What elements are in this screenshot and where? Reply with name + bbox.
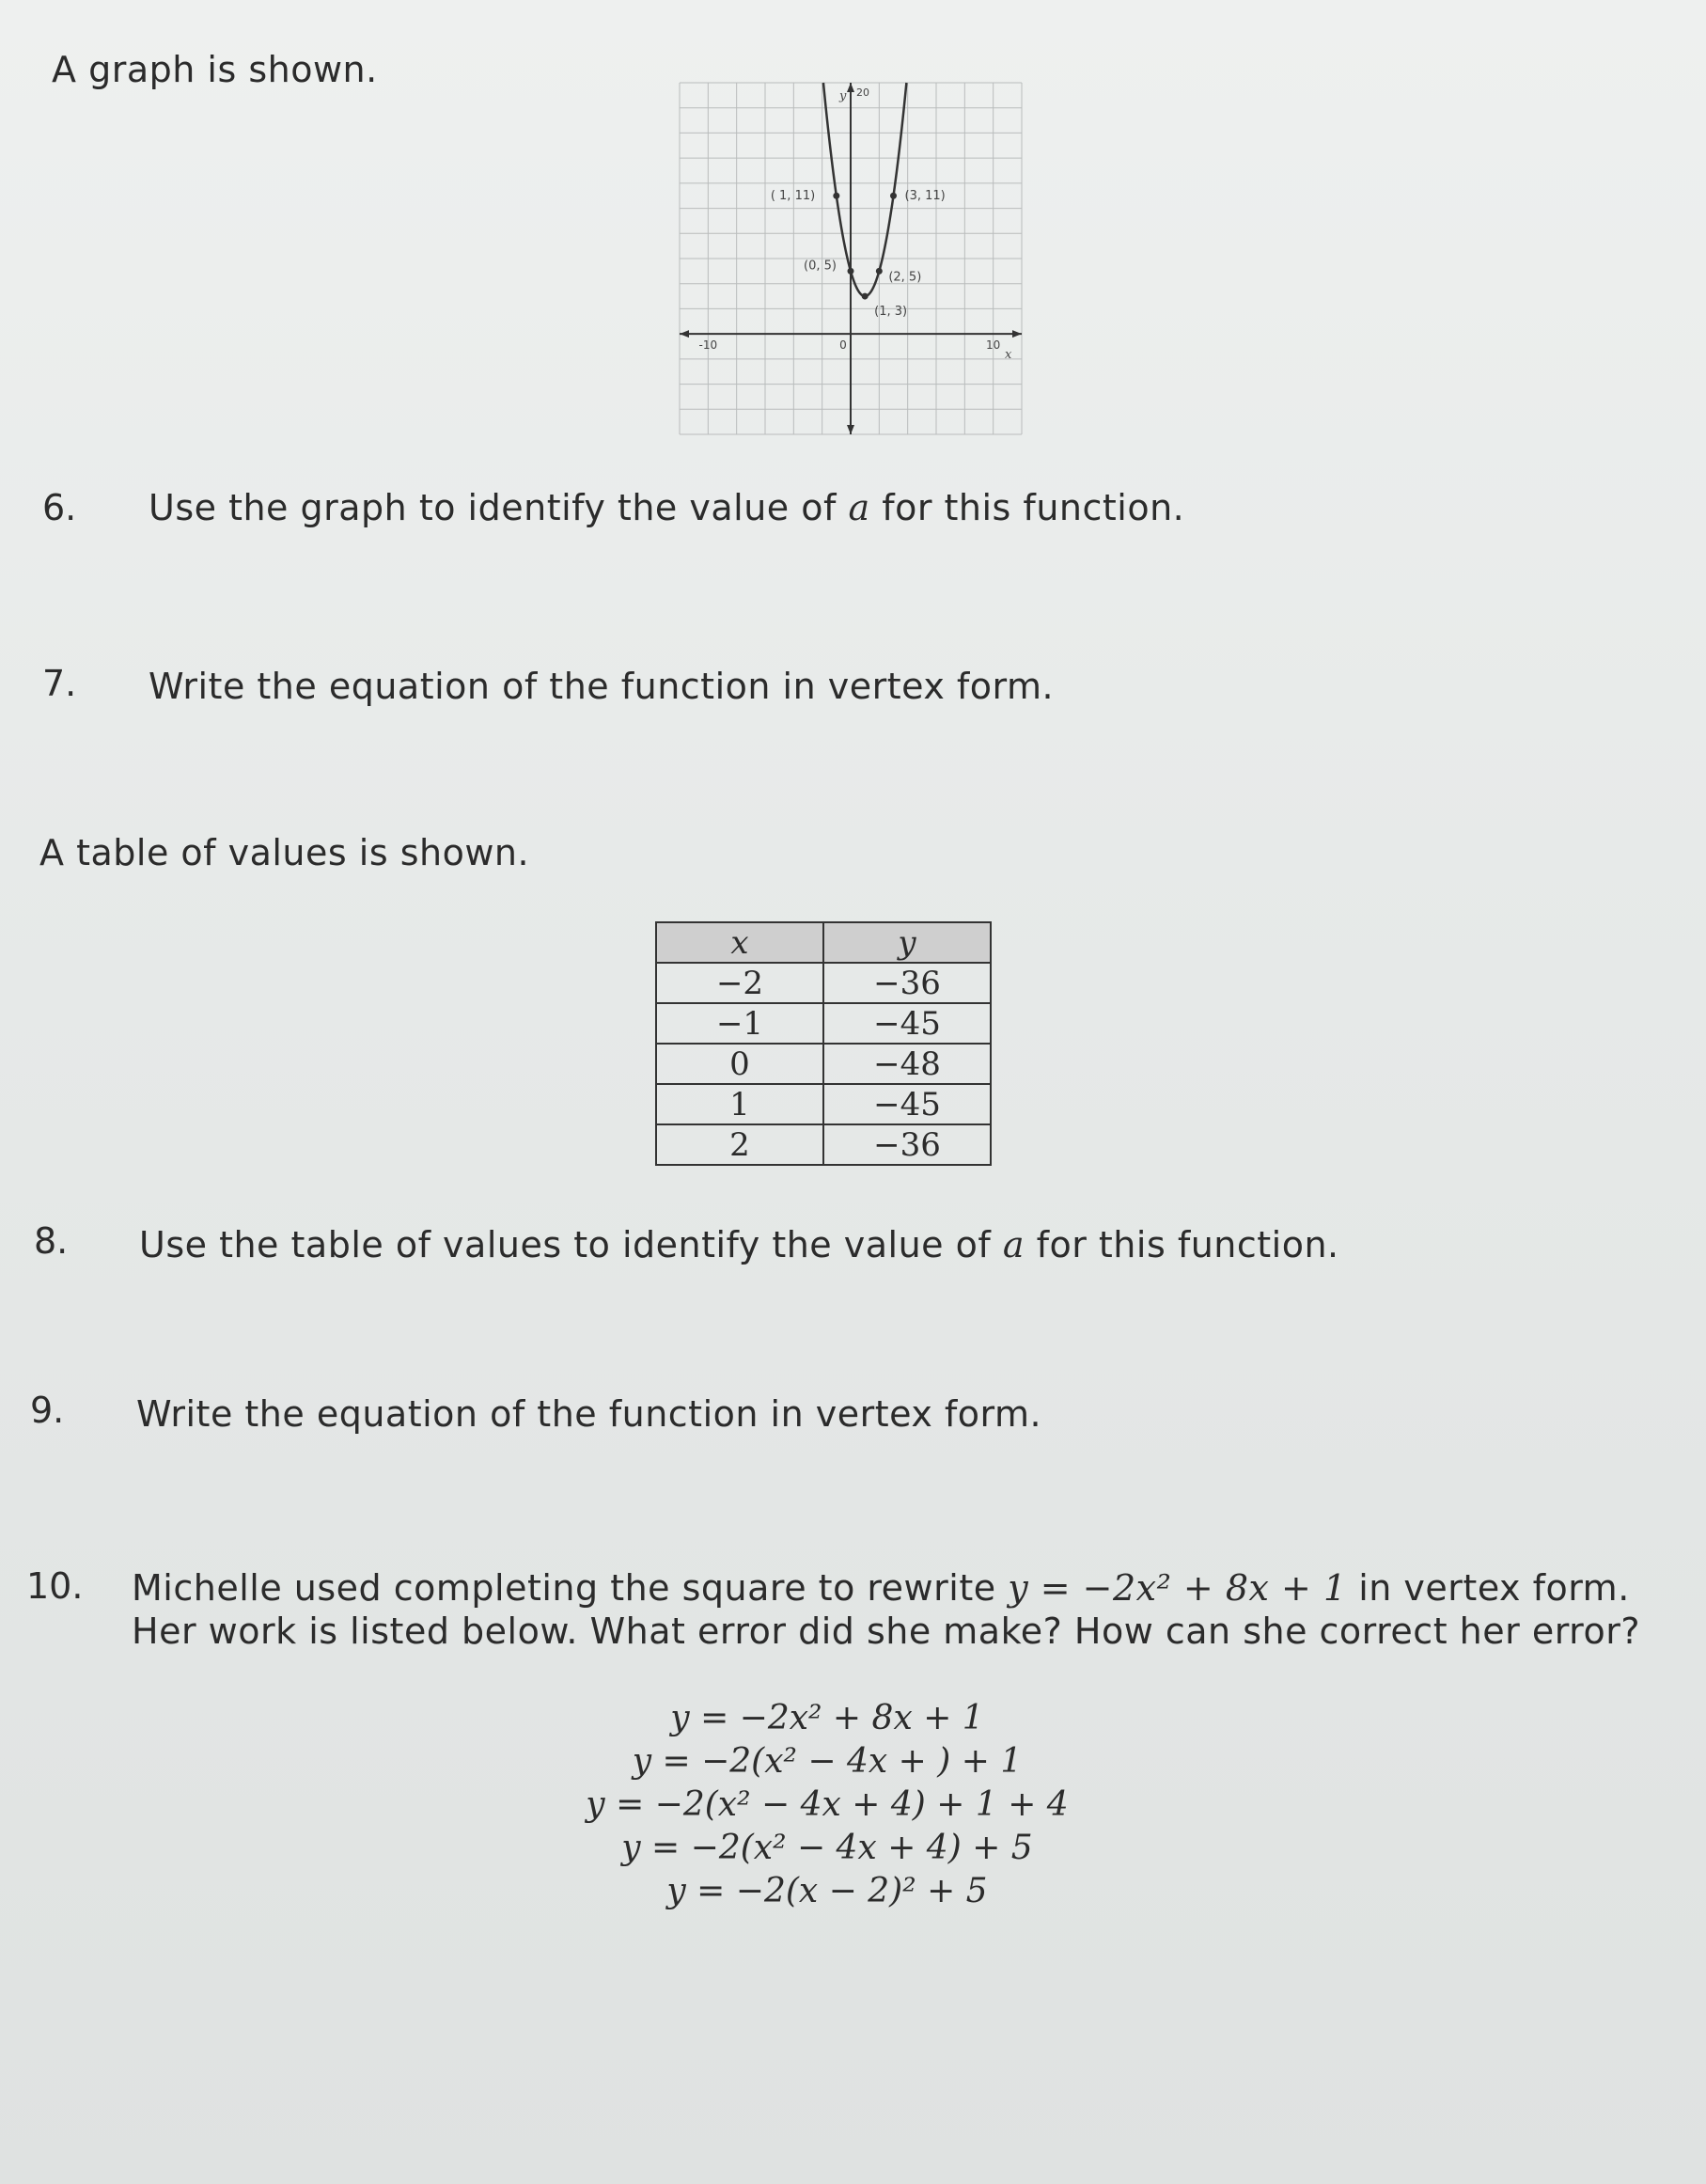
q10-equation: y = −2x² + 8x + 1 [1008,1567,1347,1609]
table-header-row [656,922,991,963]
table-cell: −45 [823,1084,991,1124]
q10-line1-after: in vertex form. [1346,1567,1630,1609]
table-row [656,1003,991,1044]
point-label: (3, 11) [904,189,946,204]
table-cell: 2 [656,1124,823,1165]
table-row [656,1084,991,1124]
michelle-work [564,1697,1090,1913]
table-cell: 0 [656,1044,823,1084]
q8-text-before: Use the table of values to identify the value of [139,1224,1003,1265]
work-line: y = −2x² + 8x + 1 [670,1699,984,1737]
parabola-graph [672,75,1029,442]
table-cell: −1 [656,1003,823,1044]
q10-number: 10. [26,1565,84,1607]
q8-number: 8. [34,1220,69,1262]
table-row [656,1044,991,1084]
work-line: y = −2(x² − 4x + ) + 1 [632,1742,1023,1781]
work-line: y = −2(x² − 4x + 4) + 1 + 4 [586,1785,1069,1824]
work-line: y = −2(x − 2)² + 5 [666,1872,988,1910]
x-tick-label: 0 [839,338,847,353]
table-row [656,963,991,1003]
q6-text-before: Use the graph to identify the value of [149,487,849,528]
q7-text: Write the equation of the function in vertex form. [149,666,1055,707]
q6-variable: a [848,487,870,528]
x-tick-label: 10 [986,338,1001,353]
table-row [656,1124,991,1165]
q10-line1 [132,1567,1630,1609]
graph-point [862,293,869,300]
table-cell: 1 [656,1084,823,1124]
q10-line1-before: Michelle used completing the square to rewrite [132,1567,1009,1609]
q9-text: Write the equation of the function in vertex form. [136,1393,1042,1435]
q10-line2: Her work is listed below. What error did she make? How can she correct her error? [132,1611,1640,1652]
x-tick-label: -10 [698,338,718,353]
graph-point [848,268,854,275]
y-axis-arrow-down [847,425,854,434]
x-axis-arrow [1012,330,1022,338]
q6-text-after: for this function. [869,487,1185,528]
table-cell: −45 [823,1003,991,1044]
point-label: (2, 5) [888,270,922,285]
graph-point [876,268,883,275]
intro-table-text: A table of values is shown. [39,832,530,873]
x-axis-arrow-left [680,330,689,338]
graph-point [833,193,839,199]
table-cell: −48 [823,1044,991,1084]
intro-graph-text: A graph is shown. [52,49,378,90]
y-axis-arrow [847,83,854,92]
work-line: y = −2(x² − 4x + 4) + 5 [621,1829,1033,1867]
values-table [655,921,992,1166]
table-cell: −36 [823,963,991,1003]
x-axis-label: x [1005,348,1012,363]
table-header-x: x [656,922,823,963]
point-label: (0, 5) [804,259,837,274]
table-cell: −36 [823,1124,991,1165]
point-label: (1, 3) [874,305,908,320]
table-header-y: y [823,922,991,963]
q8-text-after: for this function. [1025,1224,1339,1265]
y-tick-label: 20 [856,86,869,99]
q8-text [139,1224,1339,1265]
q8-variable: a [1002,1224,1025,1265]
q7-number: 7. [42,663,77,704]
y-axis-label: y [839,89,847,103]
q6-number: 6. [42,487,77,528]
q6-text [149,487,1184,528]
point-label: ( 1, 11) [770,189,816,204]
graph-point [890,193,897,199]
q9-number: 9. [30,1390,65,1431]
table-cell: −2 [656,963,823,1003]
